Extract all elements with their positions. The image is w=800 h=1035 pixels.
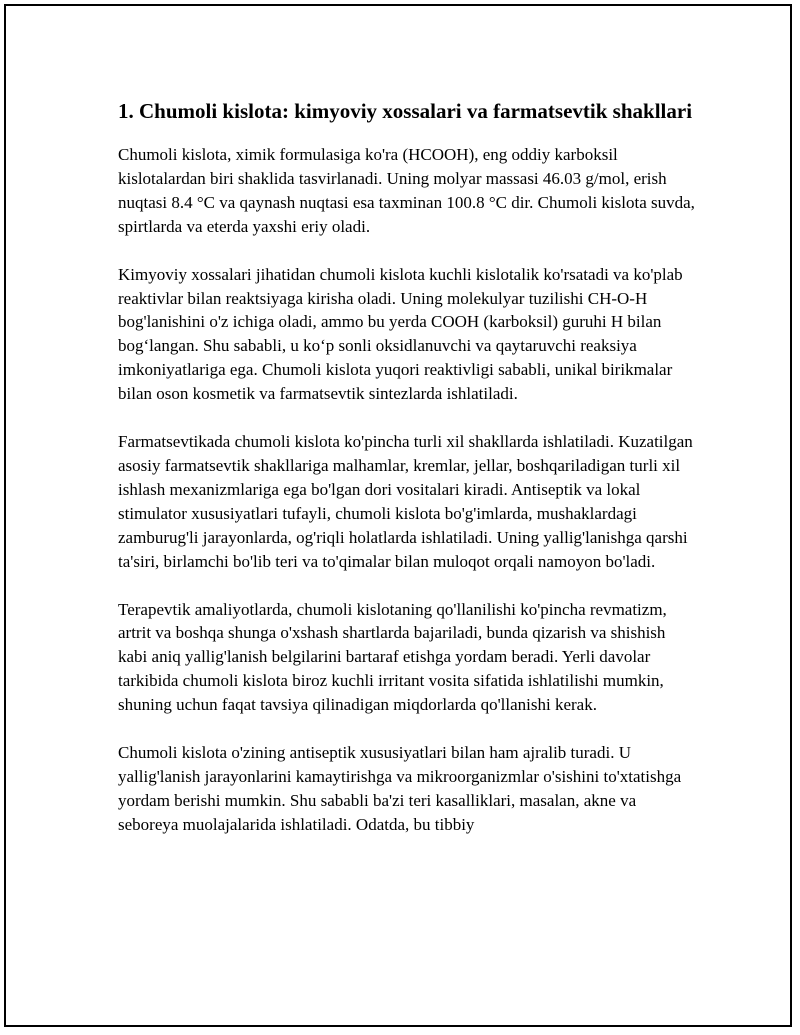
paragraph-4: Terapevtik amaliyotlarda, chumoli kislotaning qo'llanilishi ko'pincha revmatizm, artrit va boshqa shunga o'xshash shartlarda bajariladi, bunda qizarish va shishish kabi aniq yallig'lanish belgilarini bartaraf etishga yordam beradi. Yerli davolar tarkibida chumoli kislota biroz kuchli irritant vosita sifatida ishlatilishi mumkin, shuning uchun faqat tavsiya qilinadigan miqdorlarda qo'llanishi kerak. xyxy=(118,599,667,715)
paragraph-2: Kimyoviy xossalari jihatidan chumoli kislota kuchli kislotalik ko'rsatadi va ko'plab reaktivlar bilan reaktsiyaga kirisha oladi. Uning molekulyar tuzilishi CH-O-H bog'lanishini o'z ichiga oladi, ammo bu yerda COOH (karboksil) guruhi H bilan bog‘langan. Shu sababli, u ko‘p sonli oksidlanuvchi va qaytaruvchi reaksiya imkoniyatlariga ega. Chumoli kislota yuqori reaktivligi sababli, unikal birikmalar bilan oson kosmetik va farmatsevtik sintezlarda ishlatiladi. xyxy=(118,264,683,404)
document-page xyxy=(4,4,792,1027)
document-body xyxy=(118,97,698,861)
paragraph-1: Chumoli kislota, ximik formulasiga ko'ra (HCOOH), eng oddiy karboksil kislotalardan biri shaklida tasvirlanadi. Uning molyar massasi 46.03 g/mol, erish nuqtasi 8.4 °C va qaynash nuqtasi esa taxminan 100.8 °C dir. Chumoli kislota suvda, spirtlarda va eterda yaxshi eriy oladi. xyxy=(118,145,695,236)
section-heading: 1. Chumoli kislota: kimyoviy xossalari va farmatsevtik shakllari xyxy=(118,99,693,123)
paragraph-5: Chumoli kislota o'zining antiseptik xususiyatlari bilan ham ajralib turadi. U yallig'lanish jarayonlarini kamaytirishga va mikroorganizmlar o'sishini to'xtatishga yordam berishi mumkin. Shu sababli ba'zi teri kasalliklari, masalan, akne va seboreya muolajalarida ishlatiladi. Odatda, bu tibbiy xyxy=(118,743,682,834)
paragraph-3: Farmatsevtikada chumoli kislota ko'pincha turli xil shakllarda ishlatiladi. Kuzatilgan asosiy farmatsevtik shakllariga malhamlar, kremlar, jellar, boshqariladigan turli xil ishlash mexanizmlariga ega bo'lgan dori vositalari kiradi. Antiseptik va lokal stimulator xususiyatlari tufayli, chumoli kislota bo'g'imlarda, mushaklardagi zamburug'li jarayonlarda, og'riqli holatlarda ishlatiladi. Uning yallig'lanishga qarshi ta'siri, birlamchi bo'lib teri va to'qimalar bilan muloqot orqali namoyon bo'ladi. xyxy=(118,432,693,571)
